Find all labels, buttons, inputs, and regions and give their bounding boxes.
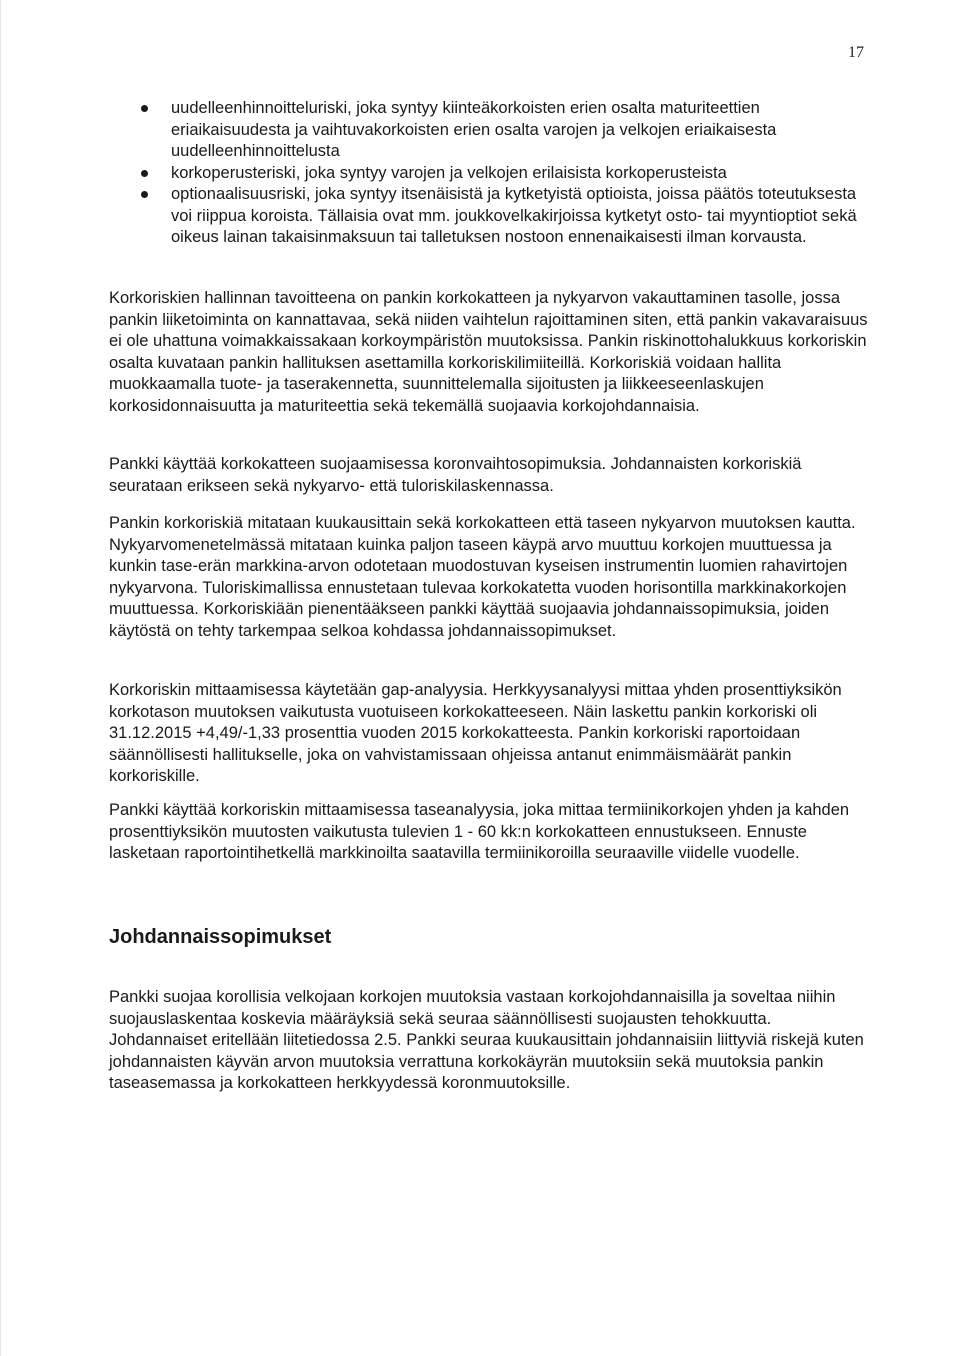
bullet-icon <box>141 191 148 198</box>
list-item-text: korkoperusteriski, joka syntyy varojen ja velkojen erilaisista korkoperusteista <box>171 163 727 182</box>
list-item <box>139 184 871 249</box>
paragraph-gap-analysis: Korkoriskin mittaamisessa käytetään gap-analyysia. Herkkyysanalyysi mittaa yhden prosenttiyksikön korkotason muutoksen vaikutusta vuotuiseen korkokatteeseen. Näin laskettu pankin korkoriski oli 31.12.2015 +4,49/-1,33 prosenttia vuoden 2015 korkokatteesta. Pankin korkoriski raportoidaan säännöllisesti hallitukselle, joka on vahvistamissaan ohjeissa antanut enimmäismäärät pankin korkoriskille. <box>109 681 842 785</box>
section-heading-derivatives: Johdannaissopimukset <box>109 926 332 948</box>
paragraph-derivatives: Pankki suojaa korollisia velkojaan korkojen muutoksia vastaan korkojohdannaisilla ja soveltaa niihin suojauslaskentaa koskevia määräyksiä sekä seuraa säännöllisesti suojausten tehokkuutta. Johdannaiset eritellään liitetiedossa 2.5. Pankki seuraa kuukausittain johdannaisiin liittyviä riskejä kuten johdannaisten käyvän arvon muutoksia verrattuna korkokäyrän muutoksiin sekä muutoksia pankin taseasemassa ja korkokatteen herkkyydessä koronmuutoksille. <box>109 988 864 1092</box>
list-item <box>139 163 871 185</box>
list-item <box>139 98 871 163</box>
paragraph-balance-analysis: Pankki käyttää korkoriskin mittaamisessa taseanalyysia, joka mittaa termiinikorkojen yhden ja kahden prosenttiyksikön muutosten vaikutusta tulevien 1 - 60 kk:n korkokatteen ennustukseen. Ennuste lasketaan raportointihetkellä markkinoilta saatavilla termiinikoroilla seuraaville viidelle vuodelle. <box>109 801 850 862</box>
paragraph-swap-hedging: Pankki käyttää korkokatteen suojaamisessa koronvaihtosopimuksia. Johdannaisten korkoriskiä seurataan erikseen sekä nykyarvo- että tuloriskilaskennassa. <box>109 455 802 495</box>
bullet-icon <box>141 105 148 112</box>
risk-type-list <box>139 98 871 249</box>
page-number: 17 <box>848 44 864 61</box>
bullet-icon <box>141 170 148 177</box>
paragraph-risk-measurement: Pankin korkoriskiä mitataan kuukausittain sekä korkokatteen että taseen nykyarvon muutoksen kautta. Nykyarvomenetelmässä mitataan kuinka paljon taseen käypä arvo muuttuu korkojen muuttuessa ja kunkin tase-erän markkina-arvon odotetaan muodostuvan kyseisen instrumentin luomien rahavirtojen nykyarvona. Tuloriskimallissa ennustetaan tulevaa korkokatetta vuoden horisontilla markkinakorkojen muuttuessa. Korkoriskiään pienentääkseen pankki käyttää suojaavia johdannaissopimuksia, joiden käytöstä on tehty tarkempaa selkoa kohdassa johdannaissopimukset. <box>109 514 856 640</box>
list-item-text: optionaalisuusriski, joka syntyy itsenäisistä ja kytketyistä optioista, joissa päätös toteutuksesta voi riippua koroista. Tällaisia ovat mm. joukkovelkakirjoissa kytketyt osto- tai myyntioptiot sekä oikeus lainan takaisinmaksuun tai talletuksen nostoon ennenaikaisesti ilman korvausta. <box>171 185 857 246</box>
list-item-text: uudelleenhinnoitteluriski, joka syntyy kiinteäkorkoisten erien osalta maturiteettien eriaikaisuudesta ja vaihtuvakorkoisten erien osalta varojen ja velkojen eriaikaisesta uudelleenhinnoittelusta <box>171 99 777 160</box>
paragraph-interest-risk-management: Korkoriskien hallinnan tavoitteena on pankin korkokatteen ja nykyarvon vakauttaminen tasolle, jossa pankin liiketoiminta on kannattavaa, sekä niiden vaihtelun rajoittaminen siten, että pankin vakavaraisuus ei ole uhattuna voimakkaissakaan korkoympäristön muutoksissa. Pankin riskinottohalukkuus korkoriskin osalta kuvataan pankin hallituksen asettamilla korkoriskilimiiteillä. Korkoriskiä voidaan hallita muokkaamalla tuote- ja taserakennetta, suunnittelemalla sijoitusten ja liikkeeseenlaskujen korkosidonnaisuutta ja maturiteettia sekä tekemällä suojaavia korkojohdannaisia. <box>109 289 868 415</box>
